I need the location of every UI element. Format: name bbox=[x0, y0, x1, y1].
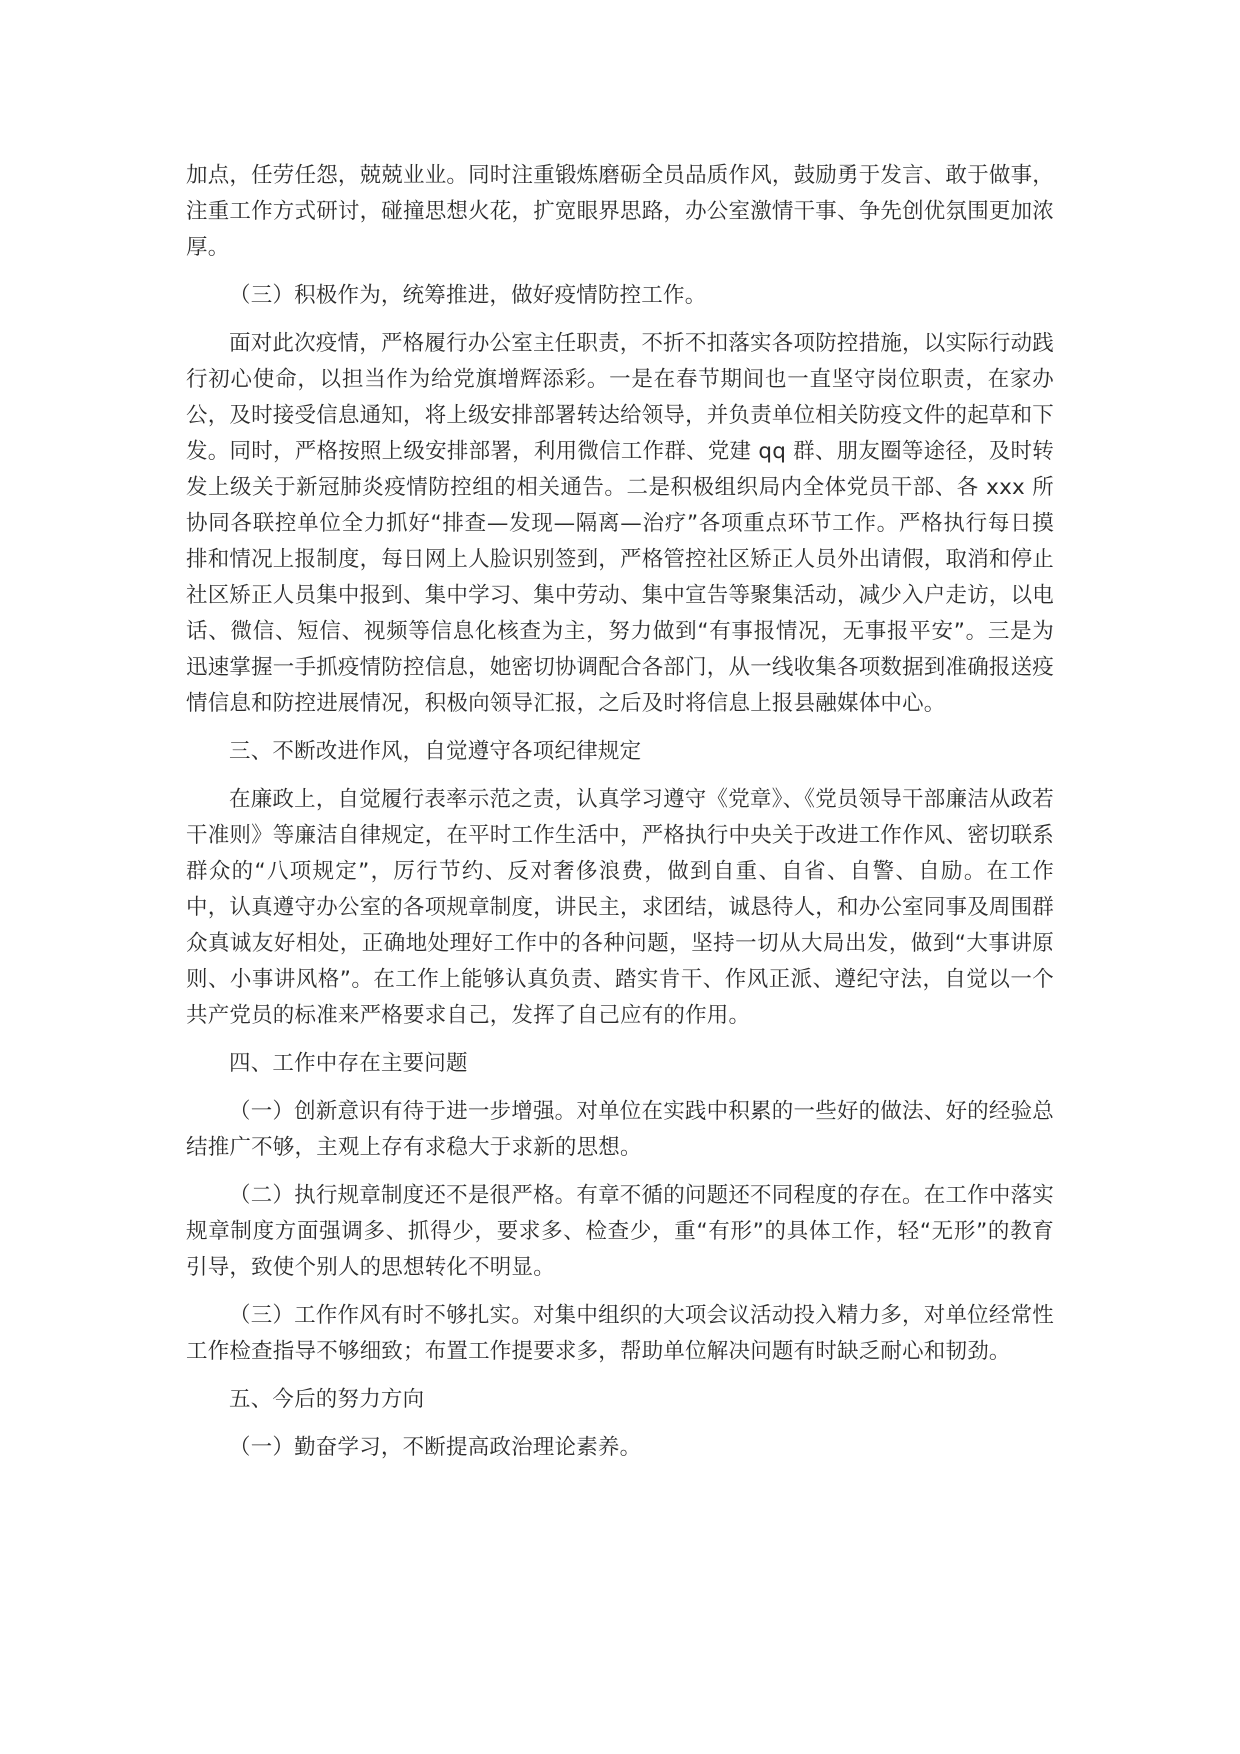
paragraph-continuation: 加点，任劳任怨，兢兢业业。同时注重锻炼磨砺全员品质作风，鼓励勇于发言、敢于做事，注重工作方式研讨，碰撞思想火花，扩宽眼界思路，办公室激情干事、争先创优氛围更加浓厚。 bbox=[186, 163, 1055, 260]
problem-item-3: （三）工作作风有时不够扎实。对集中组织的大项会议活动投入精力多，对单位经常性工作检查指导不够细致；布置工作提要求多，帮助单位解决问题有时缺乏耐心和韧劲。 bbox=[186, 1303, 1054, 1364]
document-body bbox=[186, 158, 1054, 1478]
direction-item-1: （一）勤奋学习，不断提高政治理论素养。 bbox=[229, 1435, 642, 1460]
problem-item-2: （二）执行规章制度还不是很严格。有章不循的问题还不同程度的存在。在工作中落实规章制度方面强调多、抓得少，要求多、检查少，重“有形”的具体工作，轻“无形”的教育引导，致使个别人的思想转化不明显。 bbox=[186, 1183, 1054, 1280]
problem-item-1: （一）创新意识有待于进一步增强。对单位在实践中积累的一些好的做法、好的经验总结推广不够，主观上存有求稳大于求新的思想。 bbox=[186, 1099, 1054, 1160]
section-heading-5: 五、今后的努力方向 bbox=[229, 1387, 425, 1412]
subsection-heading-3: （三）积极作为，统筹推进，做好疫情防控工作。 bbox=[229, 283, 707, 308]
section-heading-3: 三、不断改进作风，自觉遵守各项纪律规定 bbox=[229, 739, 642, 764]
paragraph-integrity: 在廉政上，自觉履行表率示范之责，认真学习遵守《党章》、《党员领导干部廉洁从政若干准则》等廉洁自律规定，在平时工作生活中，严格执行中央关于改进工作作风、密切联系群众的“八项规定”，厉行节约、反对奢侈浪费，做到自重、自省、自警、自励。在工作中，认真遵守办公室的各项规章制度，讲民主，求团结，诚恳待人，和办公室同事及周围群众真诚友好相处，正确地处理好工作中的各种问题，坚持一切从大局出发，做到“大事讲原则、小事讲风格”。在工作上能够认真负责、踏实肯干、作风正派、遵纪守法，自觉以一个共产党员的标准来严格要求自己，发挥了自己应有的作用。 bbox=[186, 787, 1055, 1028]
paragraph-epidemic-work: 面对此次疫情，严格履行办公室主任职责，不折不扣落实各项防控措施，以实际行动践行初心使命，以担当作为给党旗增辉添彩。一是在春节期间也一直坚守岗位职责，在家办公，及时接受信息通知，将上级安排部署转达给领导，并负责单位相关防疫文件的起草和下发。同时，严格按照上级安排部署，利用微信工作群、党建 qq 群、朋友圈等途径，及时转发上级关于新冠肺炎疫情防控组的相关通告。二是积极组织局内全体党员干部、各 xxx 所协同各联控单位全力抓好“排查—发现—隔离—治疗”各项重点环节工作。严格执行每日摸排和情况上报制度，每日网上人脸识别签到，严格管控社区矫正人员外出请假，取消和停止社区矫正人员集中报到、集中学习、集中劳动、集中宣告等聚集活动，减少入户走访，以电话、微信、短信、视频等信息化核查为主，努力做到“有事报情况，无事报平安”。三是为迅速掌握一手抓疫情防控信息，她密切协调配合各部门，从一线收集各项数据到准确报送疫情信息和防控进展情况，积极向领导汇报，之后及时将信息上报县融媒体中心。 bbox=[186, 331, 1055, 716]
section-heading-4: 四、工作中存在主要问题 bbox=[229, 1051, 468, 1076]
